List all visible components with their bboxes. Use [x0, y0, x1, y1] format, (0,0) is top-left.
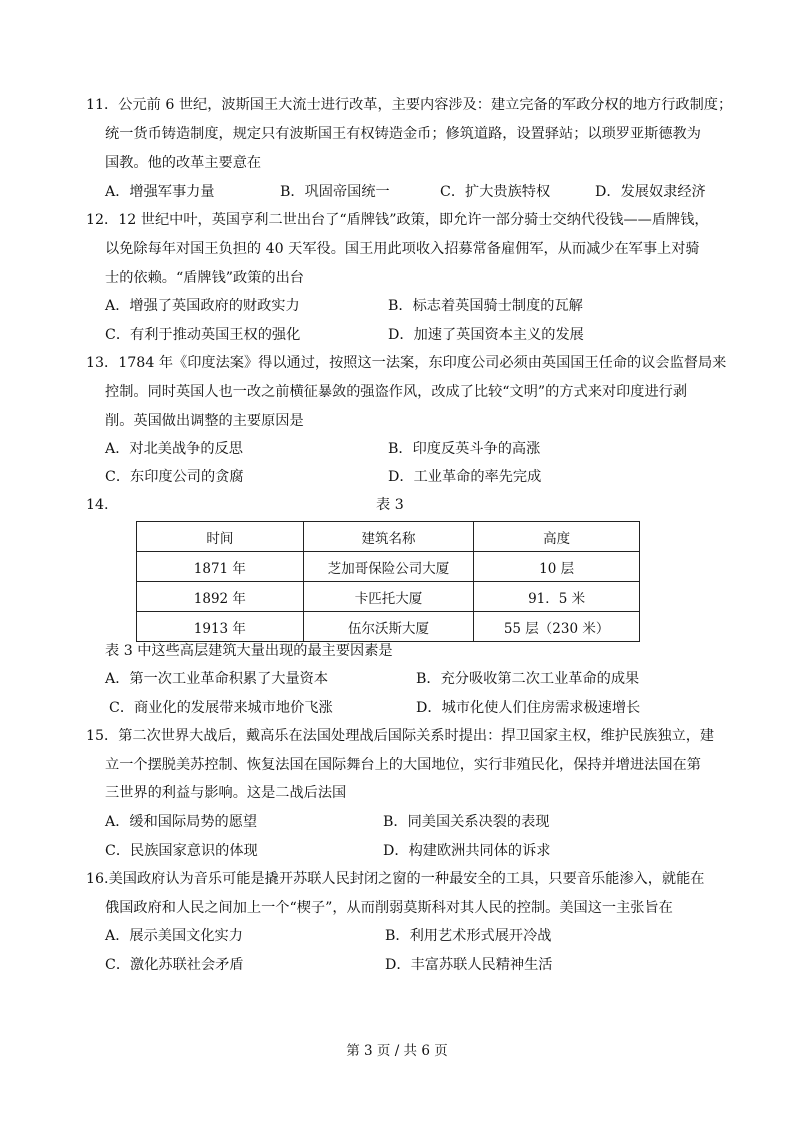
- q11-option-c: C．扩大贵族特权: [440, 184, 551, 200]
- q11-line-3: 国教。他的改革主要意在: [105, 155, 262, 171]
- table-header-cell: 时间: [137, 522, 304, 552]
- table-header-cell: 建筑名称: [303, 522, 473, 552]
- q14-number: 14.: [86, 497, 109, 513]
- table-header-row: [137, 522, 640, 552]
- table-cell-year: 1871 年: [137, 552, 304, 582]
- q15-option-b: B．同美国关系决裂的表现: [383, 814, 550, 830]
- q16-option-b: B．利用艺术形式展开冷战: [385, 928, 552, 944]
- q14-option-c: C．商业化的发展带来城市地价飞涨: [109, 700, 333, 716]
- table-cell-building: 伍尔沃斯大厦: [303, 612, 473, 642]
- q14-option-a: A．第一次工业革命积累了大量资本: [105, 671, 329, 687]
- q13-line-1: 13．1784 年《印度法案》得以通过，按照这一法案，东印度公司必须由英国国王任命的议会监督局来: [86, 355, 727, 371]
- q16-option-d: D．丰富苏联人民精神生活: [385, 957, 553, 973]
- q14-option-d: D．城市化使人们住房需求极速增长: [416, 700, 641, 716]
- q16-option-a: A．展示美国文化实力: [105, 928, 243, 944]
- building-table: [136, 521, 640, 642]
- q15-option-c: C．民族国家意识的体现: [105, 843, 258, 859]
- q12-line-3: 士的依赖。“盾牌钱”政策的出台: [105, 270, 304, 286]
- q11-option-b: B．巩固帝国统一: [280, 184, 390, 200]
- q11-option-d: D．发展奴隶经济: [595, 184, 706, 200]
- q16-line-1: 16.美国政府认为音乐可能是撬开苏联人民封闭之窗的一种最安全的工具，只要音乐能渗入，就能在: [86, 871, 705, 887]
- page-number: 第 3 页 / 共 6 页: [346, 1043, 448, 1059]
- table-cell-height: 10 层: [474, 552, 640, 582]
- q15-line-1: 15．第二次世界大战后，戴高乐在法国处理战后国际关系时提出：捍卫国家主权，维护民族独立，建: [86, 728, 715, 744]
- table-row: [137, 552, 640, 582]
- q16-option-c: C．激化苏联社会矛盾: [105, 957, 244, 973]
- table-cell-height: 91．5 米: [474, 582, 640, 612]
- q15-option-a: A．缓和国际局势的愿望: [105, 814, 258, 830]
- q11-option-a: A．增强军事力量: [105, 184, 215, 200]
- table-header-cell: 高度: [474, 522, 640, 552]
- q15-line-2: 立一个摆脱美苏控制、恢复法国在国际舞台上的大国地位，实行非殖民化，保持并增进法国在第: [105, 757, 701, 773]
- q12-line-1: 12．12 世纪中叶，英国亨利二世出台了“盾牌钱”政策，即允许一部分骑士交纳代役钱——盾牌钱，: [86, 212, 709, 228]
- q13-option-d: D．工业革命的率先完成: [388, 469, 542, 485]
- q15-option-d: D．构建欧洲共同体的诉求: [383, 843, 551, 859]
- q16-line-2: 俄国政府和人民之间加上一个“楔子”，从而削弱莫斯科对其人民的控制。美国这一主张旨在: [105, 900, 673, 916]
- table-row: [137, 612, 640, 642]
- q14-option-b: B．充分吸收第二次工业革命的成果: [416, 671, 640, 687]
- q12-option-c: C．有利于推动英国王权的强化: [105, 327, 301, 343]
- q12-option-d: D．加速了英国资本主义的发展: [388, 327, 584, 343]
- q13-option-a: A．对北美战争的反思: [105, 441, 243, 457]
- table-row: [137, 582, 640, 612]
- q13-line-2: 控制。同时英国人也一改之前横征暴敛的强盗作风，改成了比较“文明”的方式来对印度进行剥: [105, 384, 688, 400]
- table-cell-building: 卡匹托大厦: [303, 582, 473, 612]
- q15-line-3: 三世界的利益与影响。这是二战后法国: [105, 785, 347, 801]
- table-cell-year: 1892 年: [137, 582, 304, 612]
- q13-line-3: 削。英国做出调整的主要原因是: [105, 413, 304, 429]
- q12-option-a: A．增强了英国政府的财政实力: [105, 298, 300, 314]
- q13-option-c: C．东印度公司的贪腐: [105, 469, 244, 485]
- q11-line-2: 统一货币铸造制度，规定只有波斯国王有权铸造金币；修筑道路，设置驿站；以琐罗亚斯德教为: [105, 126, 701, 142]
- q13-option-b: B．印度反英斗争的高涨: [388, 441, 541, 457]
- table-cell-height: 55 层（230 米）: [474, 612, 640, 642]
- table-caption: 表 3: [376, 497, 404, 513]
- table-cell-year: 1913 年: [137, 612, 304, 642]
- table-cell-building: 芝加哥保险公司大厦: [303, 552, 473, 582]
- q14-stem: 表 3 中这些高层建筑大量出现的最主要因素是: [105, 643, 393, 659]
- q12-option-b: B．标志着英国骑士制度的瓦解: [388, 298, 583, 314]
- q12-line-2: 以免除每年对国王负担的 40 天军役。国王用此项收入招募常备雇佣军，从而减少在军事上对骑: [105, 241, 700, 257]
- q11-line-1: 11．公元前 6 世纪，波斯国王大流士进行改革，主要内容涉及：建立完备的军政分权的地方行政制度；: [86, 97, 733, 113]
